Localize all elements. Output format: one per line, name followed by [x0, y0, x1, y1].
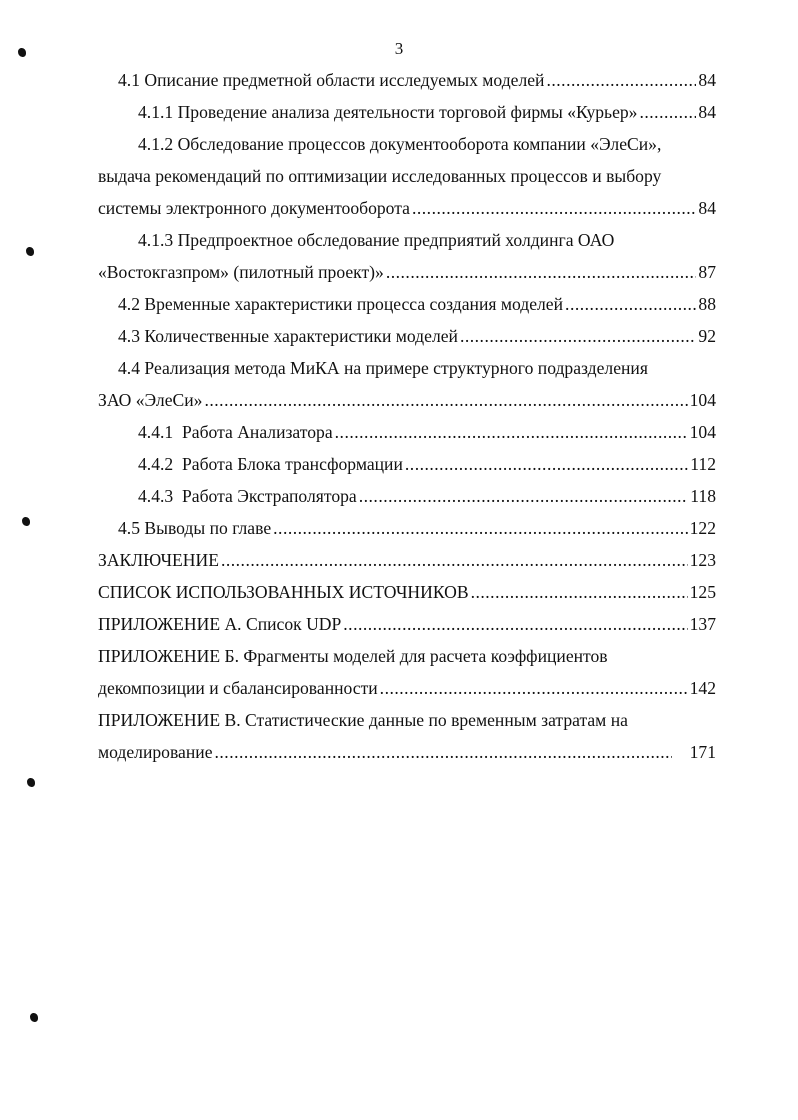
toc-leader-dots: [221, 548, 688, 572]
toc-leader-dots: [204, 388, 687, 412]
toc-entry-4-4-line-2[interactable]: [98, 388, 716, 412]
toc-leader-dots: [639, 100, 696, 124]
toc-entry-title: 4.1 Описание предметной области исследуемых моделей: [118, 70, 545, 90]
toc-entry-title: декомпозиции и сбалансированности: [98, 678, 378, 698]
scan-mark: [27, 778, 35, 787]
toc-entry-4-2[interactable]: [118, 292, 716, 316]
toc-leader-dots: [380, 676, 688, 700]
toc-leader-dots: [405, 452, 688, 476]
toc-leader-dots: [386, 260, 697, 284]
toc-leader-dots: [335, 420, 688, 444]
toc-entry-4-1-2-line-3[interactable]: [98, 196, 716, 220]
toc-entry-4-1-2-line-1[interactable]: 4.1.2 Обследование процессов документооборота компании «ЭлеСи»,: [138, 134, 662, 154]
toc-entry-4-1-3-line-1[interactable]: 4.1.3 Предпроектное обследование предприятий холдинга ОАО: [138, 230, 615, 250]
scan-mark: [18, 48, 26, 57]
toc-entry-title: моделирование: [98, 742, 213, 762]
toc-entry-appendix-v-line-2[interactable]: [98, 740, 716, 764]
toc-entry-page: 123: [689, 550, 716, 570]
scan-mark: [22, 517, 30, 526]
toc-entry-4-4-line-1[interactable]: 4.4 Реализация метода МиКА на примере структурного подразделения: [118, 358, 648, 378]
toc-leader-dots: [412, 196, 696, 220]
toc-entry-title: 4.5 Выводы по главе: [118, 518, 272, 538]
toc-entry-4-1[interactable]: [118, 68, 716, 92]
toc-entry-page: 137: [689, 614, 716, 634]
toc-entry-title: системы электронного документооборота: [98, 198, 410, 218]
toc-entry-title: 4.3 Количественные характеристики моделей: [118, 326, 458, 346]
toc-leader-dots: [359, 484, 689, 508]
toc-entry-references[interactable]: [98, 580, 716, 604]
toc-leader-dots: [273, 516, 687, 540]
scan-mark: [26, 247, 34, 256]
toc-entry-title: ЗАКЛЮЧЕНИЕ: [98, 550, 219, 570]
toc-entry-4-4-2[interactable]: [138, 452, 716, 476]
toc-entry-appendix-v-line-1[interactable]: ПРИЛОЖЕНИЕ В. Статистические данные по временным затратам на: [98, 710, 628, 730]
toc-entry-appendix-b-line-1[interactable]: ПРИЛОЖЕНИЕ Б. Фрагменты моделей для расчета коэффициентов: [98, 646, 608, 666]
toc-entry-title: 4.1.1 Проведение анализа деятельности торговой фирмы «Курьер»: [138, 102, 638, 122]
toc-entry-4-1-3-line-2[interactable]: [98, 260, 716, 284]
toc-entry-4-1-1[interactable]: [138, 100, 716, 124]
toc-entry-4-5[interactable]: [118, 516, 716, 540]
toc-entry-title: «Востокгазпром» (пилотный проект)»: [98, 262, 384, 282]
toc-entry-appendix-b-line-2[interactable]: [98, 676, 716, 700]
toc-entry-page: 88: [698, 294, 716, 314]
toc-leader-dots: [471, 580, 688, 604]
toc-entry-page: 84: [698, 102, 716, 122]
toc-entry-page: 171: [689, 742, 716, 762]
toc-entry-4-1-2-line-2[interactable]: выдача рекомендаций по оптимизации исследованных процессов и выбору: [98, 166, 662, 186]
toc-entry-page: 118: [690, 486, 716, 506]
toc-entry-title: 4.2 Временные характеристики процесса создания моделей: [118, 294, 564, 314]
toc-entry-appendix-a[interactable]: [98, 612, 716, 636]
toc-entry-conclusion[interactable]: [98, 548, 716, 572]
toc-entry-title: 4.4.3 Работа Экстраполятора: [138, 486, 357, 506]
toc-entry-title: 4.4.2 Работа Блока трансформации: [138, 454, 403, 474]
scan-mark: [30, 1013, 38, 1022]
toc-entry-page: 142: [689, 678, 716, 698]
toc-leader-dots: [546, 68, 696, 92]
toc-leader-dots: [565, 292, 696, 316]
page-number: 3: [394, 39, 404, 58]
toc-entry-page: 122: [689, 518, 716, 538]
toc-entry-title: 4.4.1 Работа Анализатора: [138, 422, 333, 442]
toc-entry-title: СПИСОК ИСПОЛЬЗОВАННЫХ ИСТОЧНИКОВ: [98, 582, 469, 602]
toc-leader-dots: [460, 324, 696, 348]
toc-entry-page: 87: [698, 262, 716, 282]
toc-entry-page: 125: [689, 582, 716, 602]
toc-leader-dots: [343, 612, 687, 636]
toc-entry-page: 84: [698, 198, 716, 218]
toc-entry-page: 92: [698, 326, 716, 346]
toc-entry-4-3[interactable]: [118, 324, 716, 348]
toc-entry-4-4-1[interactable]: [138, 420, 716, 444]
toc-entry-title: ПРИЛОЖЕНИЕ А. Список UDP: [98, 614, 342, 634]
toc-entry-title: ЗАО «ЭлеСи»: [98, 390, 203, 410]
toc-entry-page: 84: [698, 70, 716, 90]
toc-entry-page: 104: [689, 390, 716, 410]
toc-entry-page: 112: [690, 454, 716, 474]
toc-entry-4-4-3[interactable]: [138, 484, 716, 508]
toc-leader-dots: [215, 740, 672, 764]
toc-entry-page: 104: [689, 422, 716, 442]
